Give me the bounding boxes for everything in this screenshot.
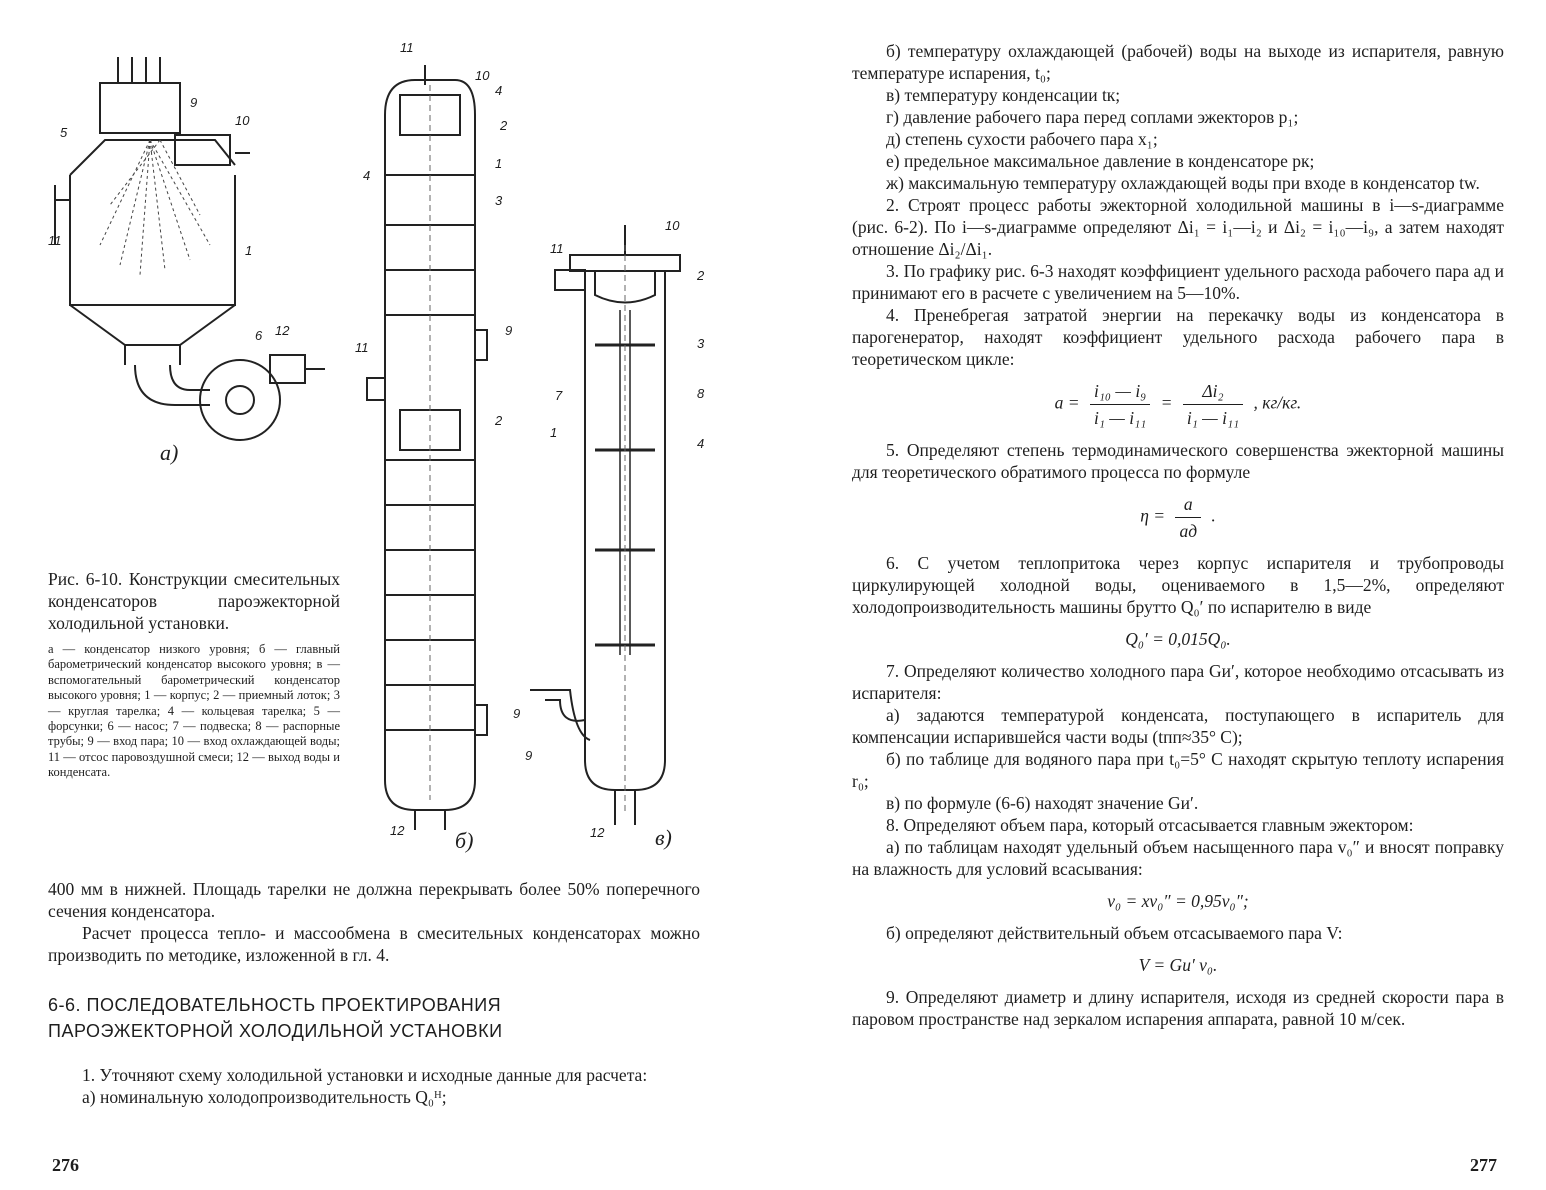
fig-b-label-10: 10	[475, 68, 490, 83]
paragraph-step-7b: б) по таблице для водяного пара при t₀=5° С находят скрытую теплоту испарения r₀;	[852, 749, 1504, 791]
formula-V: V = Gи′ v₀.	[1138, 955, 1218, 975]
paragraph-plate-area: 400 мм в нижней. Площадь тарелки не должна перекрывать более 50% поперечного сечения конденсатора.	[48, 879, 700, 921]
line-e-max-pressure: е) предельное максимальное давление в конденсаторе pк;	[886, 151, 1315, 171]
paragraph-step-7a: а) задаются температурой конденсата, поступающего в испаритель для компенсации испарившейся части воды (tпп≈35° С);	[852, 705, 1504, 747]
figure-a-drawing	[40, 45, 330, 465]
paragraph-step-3: 3. По графику рис. 6-3 находят коэффициент удельного расхода рабочего пара aд и принимают его в расчете с увеличением на 5—10%.	[852, 261, 1504, 303]
fig-v-label-11: 11	[550, 241, 564, 256]
fig-b-label-12: 12	[390, 823, 405, 838]
fig-b-label-1: 1	[495, 156, 503, 171]
formula-a-fraction-1	[1090, 380, 1150, 429]
formula-eta-fraction	[1175, 493, 1201, 542]
fig-v-panel-label: в)	[655, 825, 672, 850]
left-page	[0, 0, 760, 1190]
fig-b-label-3: 3	[495, 193, 503, 208]
fig-b-label-11: 11	[400, 40, 414, 55]
right-page	[780, 0, 1546, 1190]
paragraph-step-8: 8. Определяют объем пара, который отсасывается главным эжектором:	[886, 815, 1414, 835]
paragraph-step-7: 7. Определяют количество холодного пара Gи′, которое необходимо отсасывать из испарителя:	[852, 661, 1504, 703]
paragraph-step-5: 5. Определяют степень термодинамического совершенства эжекторной машины для теоретического обратимого процесса по формуле	[852, 440, 1504, 482]
figure-v-auxiliary-condenser	[515, 215, 725, 855]
fig-b-label-9-top: 9	[505, 323, 513, 338]
page-number-right: 277	[1470, 1155, 1497, 1175]
fig-a-panel-label: а)	[160, 440, 179, 465]
paragraph-step-9: 9. Определяют диаметр и длину испарителя, исходя из средней скорости пара в паровом пространстве над зеркалом испарения аппарата, равной 10 м/сек.	[852, 987, 1504, 1029]
figure-v-drawing	[515, 215, 725, 855]
paragraph-calc-method: Расчет процесса тепло- и массообмена в смесительных конденсаторах можно производить по методике, изложенной в гл. 4.	[48, 923, 700, 965]
formula-a-equals: =	[1160, 392, 1173, 413]
fig-a-label-11: 11	[48, 233, 62, 248]
figure-b-main-condenser	[345, 40, 535, 860]
formula-a-den-2: i₁ — i₁₁	[1186, 408, 1240, 428]
caption-legend: а — конденсатор низкого уровня; б — главный барометрический конденсатор высокого уровня; в — вспомогательный барометрический конденсатор высокого уровня; 1 — корпус; 2 — приемный лоток; 3 — круглая тарелка; 4 — кольцевая тарелка; 5 — форсунки; 6 — насос; 7 — подвеска; 8 — распорные трубы; 9 — вход пара; 10 — вход охлаждающей воды; 11 — отсос паровоздушной смеси; 12 — выход воды и конденсата.	[48, 642, 340, 780]
formula-a-unit: , кг/кг.	[1253, 392, 1302, 413]
figure-b-drawing	[345, 40, 535, 860]
formula-eta-num: a	[1175, 493, 1201, 518]
paragraph-step-7v: в) по формуле (6-6) находят значение Gи′.	[886, 793, 1199, 813]
fig-a-label-1: 1	[245, 243, 253, 258]
formula-a-fraction-2	[1183, 380, 1243, 429]
fig-v-label-7: 7	[555, 388, 563, 403]
formula-eta-den: aд	[1179, 521, 1198, 541]
line-b-outlet-temp: б) температуру охлаждающей (рабочей) воды на выходе из испарителя, равную температуре испарения, t₀;	[852, 41, 1504, 83]
right-body-text	[852, 40, 1504, 1030]
fig-a-label-5: 5	[60, 125, 68, 140]
fig-b-label-4: 4	[363, 168, 371, 183]
fig-v-label-10: 10	[665, 218, 680, 233]
figure-a-low-level-condenser	[40, 45, 330, 465]
section-title-line-2: ПАРОЭЖЕКТОРНОЙ ХОЛОДИЛЬНОЙ УСТАНОВКИ	[48, 1021, 503, 1041]
fig-b-label-9: 9	[513, 706, 521, 721]
fig-v-label-4: 4	[697, 436, 705, 451]
paragraph-step-1a: а) номинальную холодопроизводительность Q₀ᴴ;	[82, 1087, 447, 1107]
formula-a-lhs: a =	[1054, 392, 1080, 413]
fig-a-label-10: 10	[235, 113, 250, 128]
fig-v-label-9: 9	[525, 748, 533, 763]
caption-title: Рис. 6-10. Конструкции смесительных конденсаторов пароэжекторной холодильной установки.	[48, 569, 340, 633]
fig-b-label-11-side: 11	[355, 340, 369, 355]
fig-b-label-4-top: 4	[495, 83, 503, 98]
fig-v-label-8: 8	[697, 386, 705, 401]
left-body-text	[48, 878, 700, 1108]
paragraph-step-1: 1. Уточняют схему холодильной установки и исходные данные для расчета:	[82, 1065, 648, 1085]
formula-a	[852, 380, 1504, 429]
paragraph-step-2: 2. Строят процесс работы эжекторной холодильной машины в i—s-диаграмме (рис. 6-2). По i—s-диаграмме определяют Δi₁ = i₁—i₂ и Δi₂ = i₁₀—i₉, а затем находят отношение Δi₂/Δi₁.	[852, 195, 1504, 259]
paragraph-step-8a: а) по таблицам находят удельный объем насыщенного пара v₀″ и вносят поправку на влажность для условий всасывания:	[852, 837, 1504, 879]
fig-v-label-12: 12	[590, 825, 605, 840]
formula-a-num-1: i₁₀ — i₉	[1090, 380, 1150, 405]
fig-b-label-2: 2	[495, 413, 503, 428]
formula-q0: Q₀′ = 0,015Q₀.	[1125, 629, 1231, 649]
formula-eta	[852, 493, 1504, 542]
fig-v-label-2: 2	[697, 268, 705, 283]
fig-v-label-1: 1	[550, 425, 558, 440]
formula-eta-end: .	[1211, 505, 1216, 526]
formula-v0: v₀ = xv₀″ = 0,95v₀″;	[1107, 891, 1249, 911]
line-d-dryness: д) степень сухости рабочего пара x₁;	[886, 129, 1158, 149]
fig-b-panel-label: б)	[455, 828, 474, 853]
line-zh-max-water-temp: ж) максимальную температуру охлаждающей воды при входе в конденсатор tw.	[886, 173, 1480, 193]
formula-a-den-1: i₁ — i₁₁	[1093, 408, 1147, 428]
fig-a-label-6: 6	[255, 328, 263, 343]
page-number-left: 276	[52, 1155, 79, 1175]
fig-a-label-12: 12	[275, 323, 290, 338]
formula-eta-lhs: η =	[1140, 505, 1166, 526]
fig-a-label-9: 9	[190, 95, 198, 110]
line-v-condensation-temp: в) температуру конденсации tк;	[886, 85, 1121, 105]
line-g-working-pressure: г) давление рабочего пара перед соплами эжекторов p₁;	[886, 107, 1299, 127]
paragraph-step-6: 6. С учетом теплопритока через корпус испарителя и трубопроводы циркулирующей холодной воды, оцениваемого в 1,5—2%, определяют холодопроизводительность машины брутто Q₀′ по испарителю в виде	[852, 553, 1504, 617]
fig-v-label-3: 3	[697, 336, 705, 351]
figure-caption	[48, 568, 340, 781]
fig-b-label-2-top: 2	[500, 118, 508, 133]
paragraph-step-4: 4. Пренебрегая затратой энергии на перекачку воды из конденсатора в парогенератор, находят коэффициент удельного расхода рабочего пара в теоретическом цикле:	[852, 305, 1504, 369]
paragraph-step-8b: б) определяют действительный объем отсасываемого пара V:	[886, 923, 1343, 943]
formula-a-num-2: Δi₂	[1183, 380, 1243, 405]
section-title-line-1: 6-6. ПОСЛЕДОВАТЕЛЬНОСТЬ ПРОЕКТИРОВАНИЯ	[48, 995, 502, 1015]
